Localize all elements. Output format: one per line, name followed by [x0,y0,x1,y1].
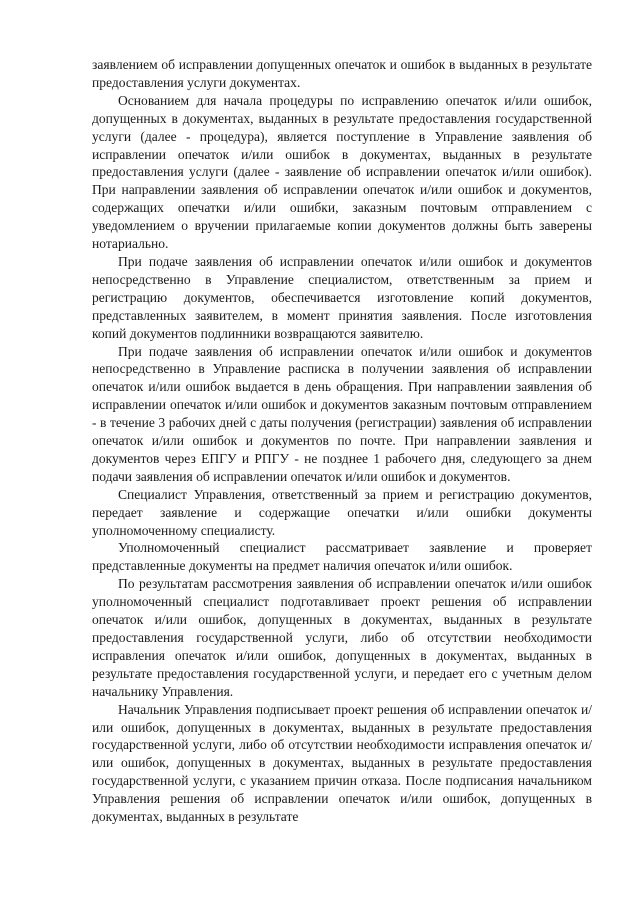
paragraph-specialist-transfer: Специалист Управления, ответственный за прием и регистрацию документов, передает заявление и содержащие опечатки и/или ошибки документы уполномоченному специалисту. [92,486,592,538]
paragraph-receipt-terms: При подаче заявления об исправлении опечаток и/или ошибок и документов непосредственно в Управление расписка в получении заявления об исправлении опечаток и/или ошибок выдается в день обращения. При направлении заявления об исправлении опечаток и/или ошибок и документов заказным почтовым отправлением - в течение 3 рабочих дней с даты получения (регистрации) заявления об исправлении опечаток и/или ошибок и документов по почте. При направлении заявления и документов через ЕПГУ и РПГУ - не позднее 1 рабочего дня, следующего за днем подачи заявления об исправлении опечаток и/или ошибок и документов. [92,343,592,484]
paragraph-direct-submission-copies: При подаче заявления об исправлении опечаток и/или ошибок и документов непосредственно в Управление специалистом, ответственным за прием и регистрацию документов, обеспечивается изготовление копий документов, представленных заявителем, в момент принятия заявления. После изготовления копий документов подлинники возвращаются заявителю. [92,253,592,341]
paragraph-head-signature: Начальник Управления подписывает проект решения об исправлении опечаток и/или ошибок, допущенных в документах, выданных в результате предоставления государственной услуги, либо об отсутствии необходимости исправления опечаток и/или ошибок, допущенных в документах, выданных в результате предоставления государственной услуги, с указанием причин отказа. После подписания начальником Управления решения об исправлении опечаток и/или ошибок, допущенных в документах, выданных в результате [92,701,592,825]
document-page [92,56,592,826]
paragraph-procedure-basis: Основанием для начала процедуры по исправлению опечаток и/или ошибок, допущенных в документах, выданных в результате предоставления государственной услуги (далее - процедура), является поступление в Управление заявления об исправлении опечаток и/или ошибок в документах, выданных в результате предоставления услуги (далее - заявление об исправлении опечаток и/или ошибок). При направлении заявления об исправлении опечаток и/или ошибок и документов, содержащих опечатки и/или ошибки, заказным почтовым отправлением с уведомлением о вручении прилагаемые копии документов должны быть заверены нотариально. [92,92,592,252]
paragraph-draft-decision: По результатам рассмотрения заявления об исправлении опечаток и/или ошибок уполномоченный специалист подготавливает проект решения об исправлении опечаток и/или ошибок, допущенных в документах, выданных в результате предоставления государственной услуги, либо об отсутствии необходимости исправления опечаток и/или ошибок, допущенных в документах, выданных в результате предоставления государственной услуги, и передает его с учетным делом начальнику Управления. [92,576,592,699]
paragraph-review: Уполномоченный специалист рассматривает заявление и проверяет представленные документы на предмет наличия опечаток и/или ошибок. [92,540,592,574]
paragraph-continuation: заявлением об исправлении допущенных опечаток и ошибок в выданных в результате предоставления услуги документах. [92,57,592,90]
